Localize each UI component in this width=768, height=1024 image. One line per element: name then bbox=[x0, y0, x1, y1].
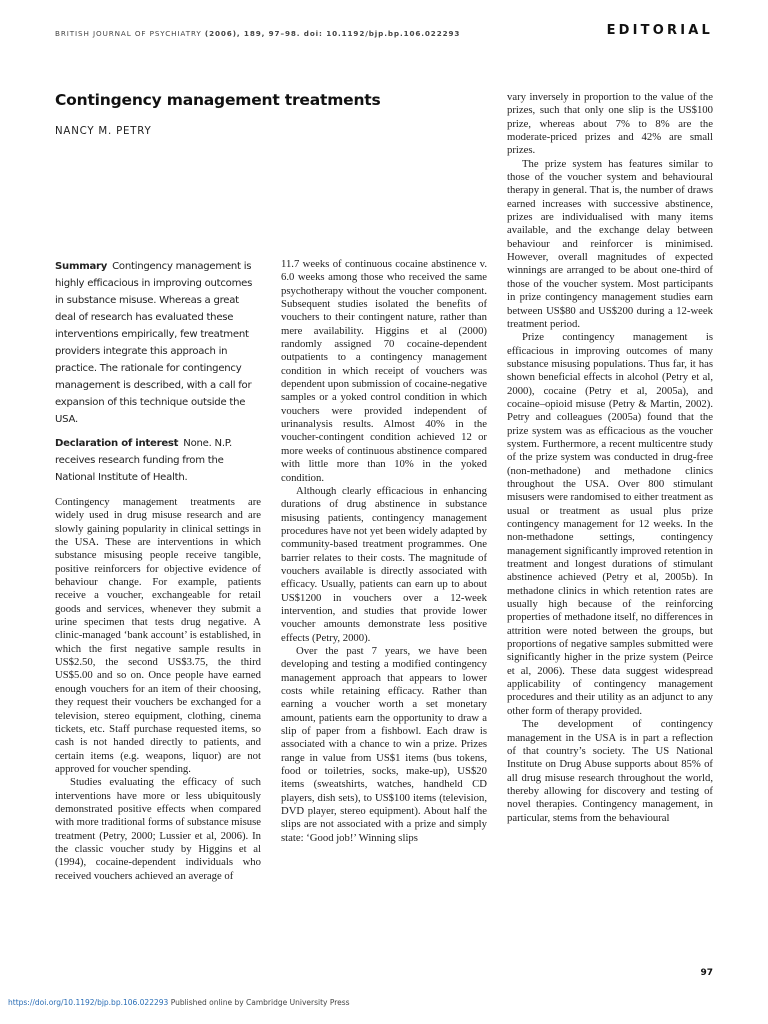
summary-block bbox=[55, 258, 260, 428]
body-column-3 bbox=[507, 91, 713, 926]
declaration-text: None. N.P. receives research funding from the National Institute of Health. bbox=[55, 438, 232, 483]
article-title: Contingency management treatments bbox=[55, 91, 381, 109]
footer bbox=[8, 998, 350, 1007]
paragraph: The development of contingency management in the USA is in part a reflection of that country’s society. The US National Institute on Drug Abuse supports about 85% of all drug misuse research throughout the world, thereby allowing for discovery and testing of novel therapies. Contingency management, in particular, stems from the behavioural bbox=[507, 718, 713, 824]
running-header bbox=[55, 29, 460, 38]
doi-link[interactable]: https://doi.org/10.1192/bjp.bp.106.022293 bbox=[8, 998, 169, 1007]
journal-name: BRITISH JOURNAL OF PSYCHIATRY bbox=[55, 29, 202, 38]
publisher-note: Published online by Cambridge University Press bbox=[170, 998, 350, 1007]
declaration-block bbox=[55, 435, 260, 486]
page-number: 97 bbox=[700, 968, 713, 978]
declaration-label: Declaration of interest bbox=[55, 438, 179, 449]
paragraph: Contingency management treatments are widely used in drug misuse research and are slowly gaining popularity in clinical settings in the USA. These are interventions in which substance misusing people receive tangible, positive reinforcers for objective evidence of behaviour change. For example, patients receive a voucher, exchangeable for retail goods and services, whenever they submit a urine specimen that tests drug negative. A clinic-managed ‘bank account’ is established, in which the first negative sample results in US$2.50, the second US$3.75, the third US$5.00 and so on. Once people have earned enough vouchers for an item of their choosing, they request their vouchers be exchanged for a television, stereo equipment, clothing, cinema tickets, etc. Staff purchase requested items, so cash is not handed directly to patients, and certain items (e.g. weapons, liquor) are not approved for voucher spending. bbox=[55, 496, 261, 775]
summary-text: Contingency management is highly efficacious in improving outcomes in substance misuse. Whereas a great deal of research has evaluated these interventions empirically, few treatment providers integrate this approach in practice. The rationale for contingency management is described, with a call for expansion of this technique outside the USA. bbox=[55, 261, 253, 425]
author-name: NANCY M. PETRY bbox=[55, 126, 152, 137]
paragraph: Prize contingency management is efficacious in improving outcomes of many substance misusing populations. Thus far, it has shown beneficial effects in alcohol (Petry et al, 2000), cocaine (Petry et al, 2005a), and cocaine–opioid misuse (Petry & Martin, 2002). Petry and colleagues (2005a) found that the prize system was as efficacious as the voucher system. Furthermore, a recent multicentre study of the prize system was conducted in drug-free (non-methadone) and methadone clinics throughout the USA. Over 800 stimulant misusers were randomised to either treatment as usual or treatment as usual plus prize contingency management for 12 weeks. In the non-methadone settings, contingency management significantly improved retention in treatment and longest durations of stimulant abstinence achieved (Petry et al, 2005b). In methadone clinics in which retention rates are usually high because of the reinforcing properties of methadone itself, no differences in attrition were noted between the groups, but proportions of negative samples submitted were significantly higher in the prize system (Peirce et al, 2006). These data suggest widespread applicability of contingency management procedures and their utility as an adjunct to any other form of therapy provided. bbox=[507, 331, 713, 717]
paragraph: Studies evaluating the efficacy of such interventions have more or less ubiquitously demonstrated positive effects when compared with more traditional forms of substance misuse treatment (Petry, 2000; Lussier et al, 2006). In the classic voucher study by Higgins et al (1994), cocaine-dependent individuals who received vouchers achieved an average of bbox=[55, 776, 261, 882]
paragraph: Over the past 7 years, we have been developing and testing a modified contingency management approach that appears to lower costs while retaining efficacy. Rather than earning a voucher worth a set monetary amount, patients earn the opportunity to draw a slip of paper from a fishbowl. Each draw is associated with a chance to win a prize. Prizes range in value from US$1 items (bus tokens, food or toiletries, socks, make-up), US$20 items (sweatshirts, watches, handheld CD players, dish sets), to US$100 items (television, DVD player, stereo equipment). About half the slips are not associated with a prize and simply state: ‘Good job!’ Winning slips bbox=[281, 644, 487, 844]
paragraph: Although clearly efficacious in enhancing durations of drug abstinence in substance misusing patients, contingency management procedures have not yet been widely adapted by community-based treatment programmes. One barrier relates to their costs. The magnitude of vouchers available is directly associated with efficacy. Usually, patients can earn up to about US$1200 in vouchers over a 12-week intervention, and studies that provide lower voucher amounts demonstrate less positive effects (Petry, 2000). bbox=[281, 484, 487, 644]
citation: (2006), 189, 97–98. doi: 10.1192/bjp.bp.106.022293 bbox=[204, 29, 461, 38]
paragraph: 11.7 weeks of continuous cocaine abstinence v. 6.0 weeks among those who received the same psychotherapy without the voucher component. Subsequent studies isolated the benefits of vouchers to their contingent nature, rather than mere availability. Higgins et al (2000) randomly assigned 70 cocaine-dependent outpatients to a contingency management condition in which receipt of vouchers was dependent upon submission of cocaine-negative samples or a yoked control condition in which vouchers were provided independent of urinanalysis results. Almost 40% in the voucher-contingent condition achieved 12 or more weeks of continuous abstinence compared with little more than 10% in the yoked condition. bbox=[281, 258, 487, 484]
paragraph: The prize system has features similar to those of the voucher system and behavioural therapy in general. That is, the number of draws earned increases with successive abstinence, prizes are individualised with many items available, and the exchange delay between behaviour and reinforcer is minimised. However, overall magnitudes of expected winnings are arranged to be about one-third of those of the voucher system. Most participants in prize contingency management studies earn between US$80 and US$200 during a 12-week treatment period. bbox=[507, 157, 713, 330]
section-label: EDITORIAL bbox=[606, 23, 713, 38]
body-column-1 bbox=[55, 496, 261, 926]
body-column-2 bbox=[281, 258, 487, 926]
summary-label: Summary bbox=[55, 261, 108, 272]
paragraph: vary inversely in proportion to the value of the prizes, such that only one slip is the US$100 prize, whereas about 7% to 8% are the moderate-priced prizes and 42% are small prizes. bbox=[507, 91, 713, 157]
